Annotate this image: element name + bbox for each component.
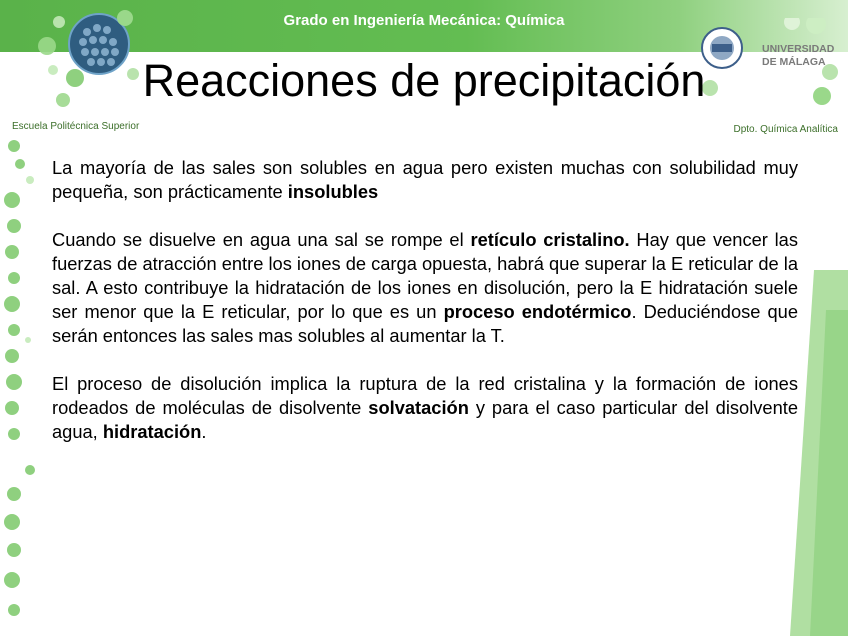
paragraph-3 <box>52 372 798 444</box>
paragraph-2 <box>52 228 798 348</box>
school-name: Escuela Politécnica Superior <box>12 121 140 132</box>
department-name: Dpto. Química Analítica <box>733 124 838 135</box>
p2-text-3: . Deduciéndose que serán entonces las sales mas solubles al aumentar la T. <box>52 301 798 346</box>
p3-text-3: . <box>201 421 207 442</box>
p2-text-2: Hay que vencer las fuerzas de atracción entre los iones de carga opuesta, habrá que superar la E reticular de la sal. A esto contribuye la hidratación de los iones en disolución, pero la E hidratación suele ser menor que la E reticular, por lo que es un <box>52 229 798 322</box>
program-title: Grado en Ingeniería Mecánica: Química <box>283 12 565 29</box>
slide-body <box>52 156 798 468</box>
university-line1: UNIVERSIDAD <box>762 43 835 55</box>
p2-text-1: Cuando se disuelve en agua una sal se rompe el <box>52 229 471 250</box>
p3-text-1: El proceso de disolución implica la ruptura de la red cristalina y la formación de iones rodeados de moléculas de disolvente <box>52 373 798 418</box>
decorative-dots <box>0 140 40 636</box>
decorative-wedge <box>790 270 848 636</box>
p3-bold-1: solvatación <box>368 397 469 418</box>
slide-title: Reacciones de precipitación <box>142 55 706 106</box>
p3-text-2: y para el caso particular del disolvente agua, <box>52 397 799 442</box>
p1-text: La mayoría de las sales son solubles en agua pero existen muchas con solubilidad muy pequeña, son prácticamente <box>52 157 798 202</box>
p2-bold-1: retículo cristalino. <box>470 229 630 250</box>
p1-bold: insolubles <box>287 181 379 202</box>
p2-bold-2: proceso endotérmico <box>443 301 632 322</box>
university-line2: DE MÁLAGA <box>762 56 826 68</box>
p3-bold-2: hidratación <box>102 421 202 442</box>
paragraph-1 <box>52 156 798 204</box>
